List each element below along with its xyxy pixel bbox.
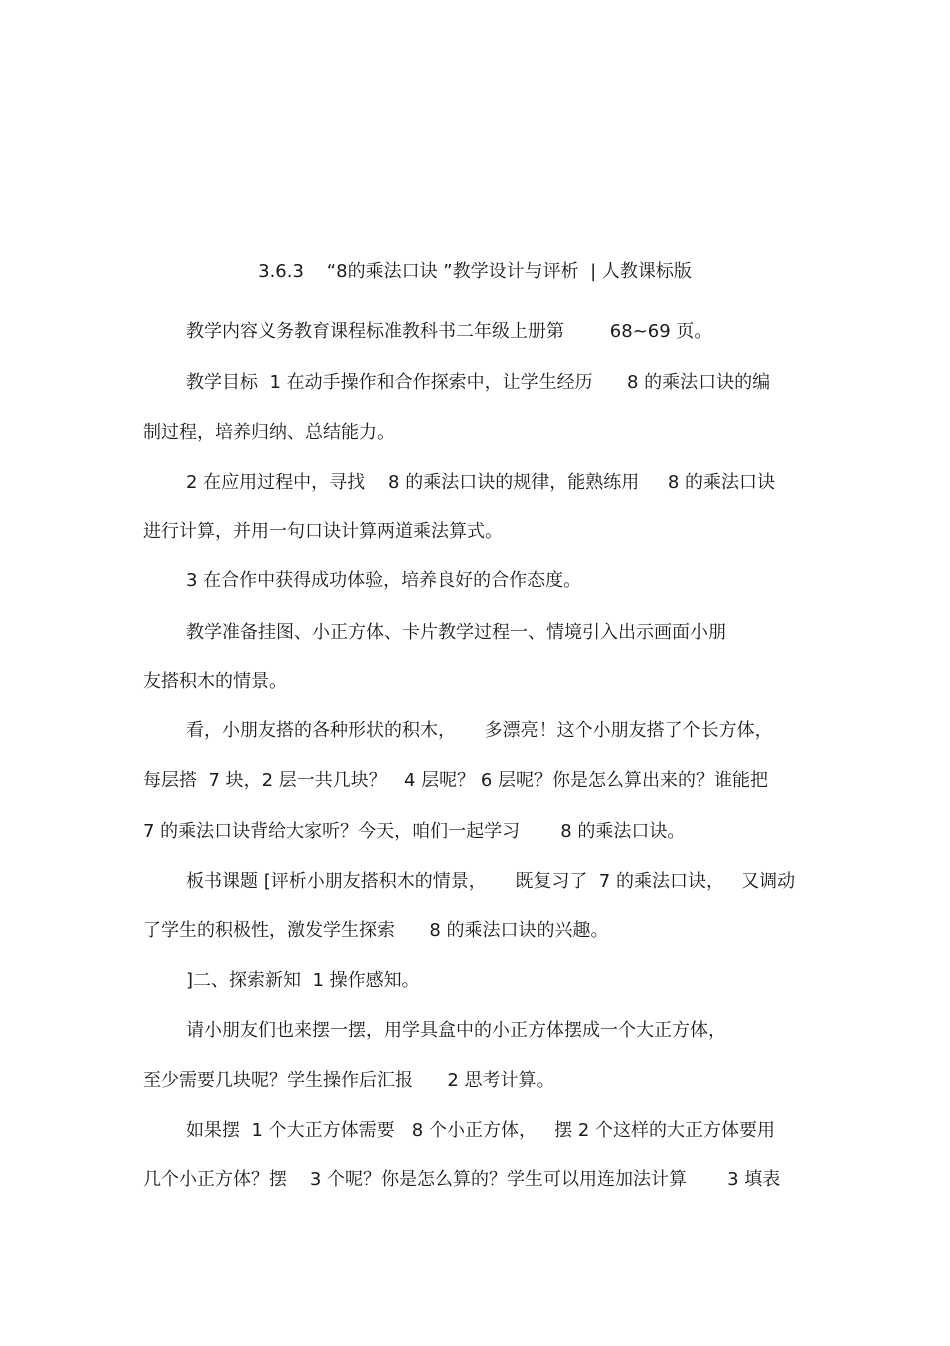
document-title: 3.6.3 “8的乘法口诀 ”教学设计与评析 | 人教课标版 [258, 261, 692, 282]
paragraph-line: 进行计算，并用一句口诀计算两道乘法算式。 [143, 521, 503, 542]
paragraph-line: 制过程，培养归纳、总结能力。 [143, 422, 395, 443]
paragraph-line: 7 的乘法口诀背给大家听？今天，咱们一起学习 8 的乘法口诀。 [143, 821, 686, 842]
paragraph-line: 至少需要几块呢？学生操作后汇报 2 思考计算。 [143, 1070, 555, 1091]
paragraph-line: 了学生的积极性，激发学生探索 8 的乘法口诀的兴趣。 [143, 920, 609, 941]
paragraph-line: 3 在合作中获得成功体验，培养良好的合作态度。 [186, 570, 582, 591]
paragraph-line: 几个小正方体？摆 3 个呢？你是怎么算的？学生可以用连加法计算 3 填表 [143, 1169, 781, 1190]
paragraph-line: 如果摆 1 个大正方体需要 8 个小正方体， 摆 2 个这样的大正方体要用 [186, 1120, 776, 1141]
paragraph-line: 友搭积木的情景。 [143, 671, 287, 692]
paragraph-line: 教学目标 1 在动手操作和合作探索中，让学生经历 8 的乘法口诀的编 [186, 372, 771, 393]
paragraph-line: 教学内容义务教育课程标准教科书二年级上册第 68~69 页。 [186, 321, 713, 342]
paragraph-line: 看，小朋友搭的各种形状的积木， 多漂亮！这个小朋友搭了个长方体， [186, 720, 773, 741]
paragraph-line: ]二、探索新知 1 操作感知。 [186, 970, 420, 991]
paragraph-line: 教学准备挂图、小正方体、卡片教学过程一、情境引入出示画面小朋 [186, 622, 726, 643]
paragraph-line: 板书课题 [评析小朋友搭积木的情景， 既复习了 7 的乘法口诀， 又调动 [186, 871, 796, 892]
paragraph-line: 每层搭 7 块，2 层一共几块？ 4 层呢？ 6 层呢？你是怎么算出来的？谁能把 [143, 770, 769, 791]
paragraph-line: 2 在应用过程中，寻找 8 的乘法口诀的规律，能熟练用 8 的乘法口诀 [186, 472, 776, 493]
paragraph-line: 请小朋友们也来摆一摆，用学具盒中的小正方体摆成一个大正方体， [186, 1020, 726, 1041]
